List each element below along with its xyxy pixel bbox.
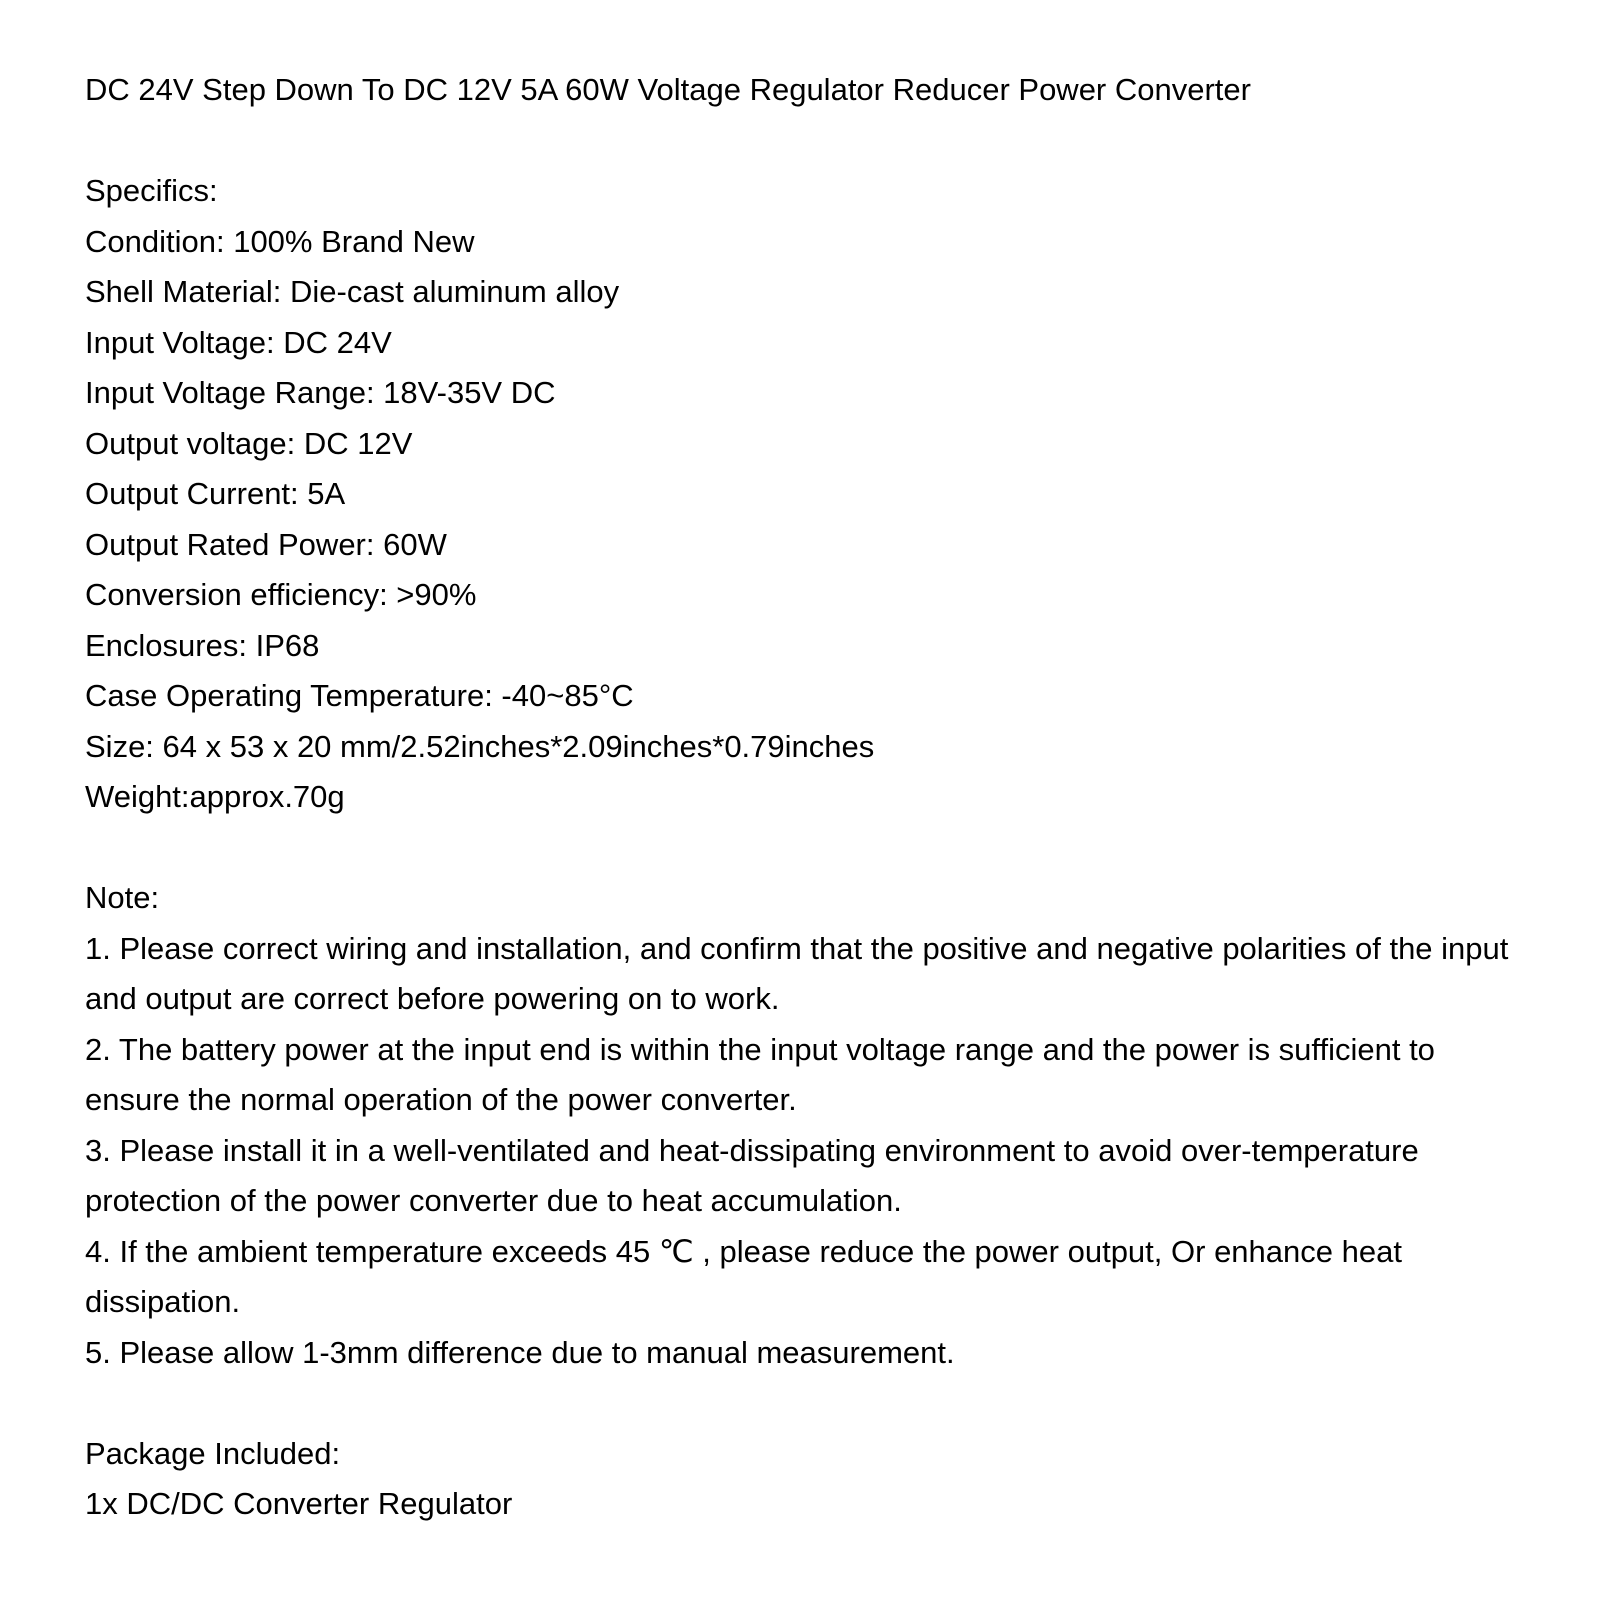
spec-shell-material: Shell Material: Die-cast aluminum alloy: [85, 274, 620, 309]
note-item-3: 3. Please install it in a well-ventilated and heat-dissipating environment to avoid over-temperature protection of the power converter due to heat accumulation.: [85, 1132, 1419, 1218]
spec-operating-temperature: Case Operating Temperature: -40~85°C: [85, 678, 634, 713]
package-heading: Package Included:: [85, 1435, 341, 1471]
specifics-heading: Specifics:: [85, 173, 218, 208]
spec-weight: Weight:approx.70g: [85, 779, 345, 814]
note-heading: Note:: [85, 880, 160, 915]
spec-size: Size: 64 x 53 x 20 mm/2.52inches*2.09inches*0.79inches: [85, 728, 875, 764]
spacer: [85, 116, 1525, 167]
note-item-5: 5. Please allow 1-3mm difference due to manual measurement.: [85, 1334, 955, 1370]
spec-output-current: Output Current: 5A: [85, 476, 346, 511]
spec-input-voltage-range: Input Voltage Range: 18V-35V DC: [85, 375, 556, 410]
spec-enclosures: Enclosures: IP68: [85, 627, 320, 663]
spacer: [85, 1378, 1525, 1429]
spec-input-voltage: Input Voltage: DC 24V: [85, 324, 392, 360]
product-title: DC 24V Step Down To DC 12V 5A 60W Voltage Regulator Reducer Power Converter: [85, 72, 1251, 107]
spec-output-voltage: Output voltage: DC 12V: [85, 425, 413, 461]
note-item-1: 1. Please correct wiring and installation, and confirm that the positive and negative polarities of the input and output are correct before powering on to work.: [85, 930, 1509, 1016]
product-description: [85, 65, 1525, 1530]
spec-condition: Condition: 100% Brand New: [85, 223, 475, 259]
package-item-1: 1x DC/DC Converter Regulator: [85, 1486, 513, 1521]
spec-output-rated-power: Output Rated Power: 60W: [85, 526, 447, 562]
spacer: [85, 823, 1525, 874]
spec-conversion-efficiency: Conversion efficiency: >90%: [85, 577, 477, 612]
note-item-4: 4. If the ambient temperature exceeds 45 ℃ , please reduce the power output, Or enhance heat dissipation.: [85, 1233, 1402, 1319]
note-item-2: 2. The battery power at the input end is within the input voltage range and the power is sufficient to ensure the normal operation of the power converter.: [85, 1031, 1435, 1117]
